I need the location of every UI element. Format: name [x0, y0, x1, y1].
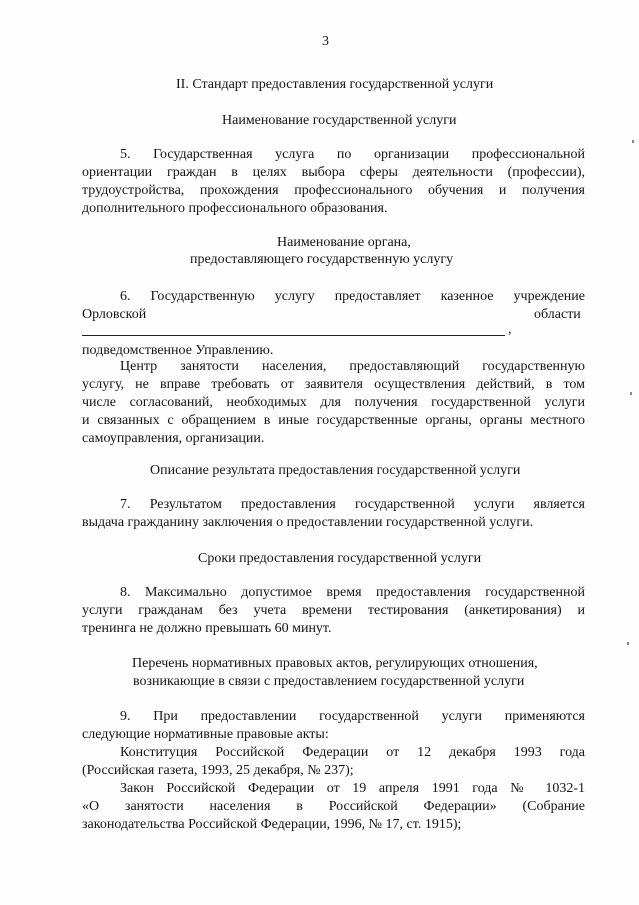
paragraph-9-line-1: 9. При предоставлении государственной услуги применяются	[120, 709, 585, 724]
paragraph-9-line-4: (Российская газета, 1993, 25 декабря, № 237);	[82, 763, 354, 778]
heading-authority-line-1: Наименование органа,	[277, 235, 411, 250]
paragraph-9-line-2: следующие нормативные правовые акты:	[82, 727, 329, 742]
scan-speck	[630, 392, 632, 395]
scan-speck	[632, 140, 634, 143]
paragraph-5-line-3: трудоустройства, прохождения профессионального обучения и получения	[82, 183, 585, 198]
heading-legal-acts-line-1: Перечень нормативных правовых актов, регулирующих отношения,	[132, 656, 538, 671]
paragraph-5-line-1: 5. Государственная услуга по организации профессиональной	[120, 147, 585, 162]
paragraph-7-line-1: 7. Результатом предоставления государственной услуги является	[120, 497, 585, 512]
paragraph-7-line-2: выдача гражданину заключения о предоставлении государственной услуги.	[82, 515, 534, 530]
paragraph-center-line-2: услугу, не вправе требовать от заявителя осуществления действий, в том	[82, 377, 585, 392]
paragraph-9-line-3: Конституция Российской Федерации от 12 декабря 1993 года	[120, 745, 585, 760]
paragraph-center-line-3: числе согласований, необходимых для получения государственной услуги	[82, 395, 585, 410]
paragraph-center-line-1: Центр занятости населения, предоставляющий государственную	[120, 359, 585, 374]
paragraph-5-line-4: дополнительного профессионального образования.	[82, 201, 388, 216]
paragraph-5-line-2: ориентации граждан в целях выбора сферы деятельности (профессии),	[82, 165, 585, 180]
heading-authority-line-2: предоставляющего государственную услугу	[190, 252, 454, 267]
paragraph-9-line-6: «О занятости населения в Российской Федерации» (Собрание	[82, 799, 585, 814]
paragraph-6-region-left: Орловской	[82, 307, 147, 322]
section-title: II. Стандарт предоставления государственной услуги	[176, 77, 494, 92]
paragraph-8-line-3: тренинга не должно превышать 60 минут.	[82, 621, 332, 636]
paragraph-9-line-7: законодательства Российской Федерации, 1996, № 17, ст. 1915);	[82, 817, 462, 832]
heading-terms: Сроки предоставления государственной услуги	[198, 551, 482, 566]
paragraph-8-line-1: 8. Максимально допустимое время предоставления государственной	[120, 585, 585, 600]
paragraph-8-line-2: услуги гражданам без учета времени тестирования (анкетирования) и	[82, 603, 585, 618]
paragraph-9-line-5: Закон Российской Федерации от 19 апреля 1991 года № 1032-1	[120, 781, 585, 796]
paragraph-6-line-1: 6. Государственную услугу предоставляет казенное учреждение	[120, 289, 585, 304]
heading-service-name: Наименование государственной услуги	[222, 113, 457, 128]
heading-legal-acts-line-2: возникающие в связи с предоставлением государственной услуги	[133, 674, 525, 689]
page-number: 3	[322, 34, 329, 49]
blank-fill-line	[82, 335, 505, 336]
paragraph-center-line-5: самоуправления, организации.	[82, 431, 265, 446]
paragraph-center-line-4: и связанных с обращением в иные государственные органы, органы местного	[82, 413, 585, 428]
blank-line-comma: ,	[508, 322, 512, 337]
paragraph-6-region-right: области	[534, 307, 581, 322]
scan-speck	[627, 642, 629, 645]
paragraph-6-line-3: подведомственное Управлению.	[82, 343, 274, 358]
heading-result: Описание результата предоставления государственной услуги	[150, 463, 521, 478]
